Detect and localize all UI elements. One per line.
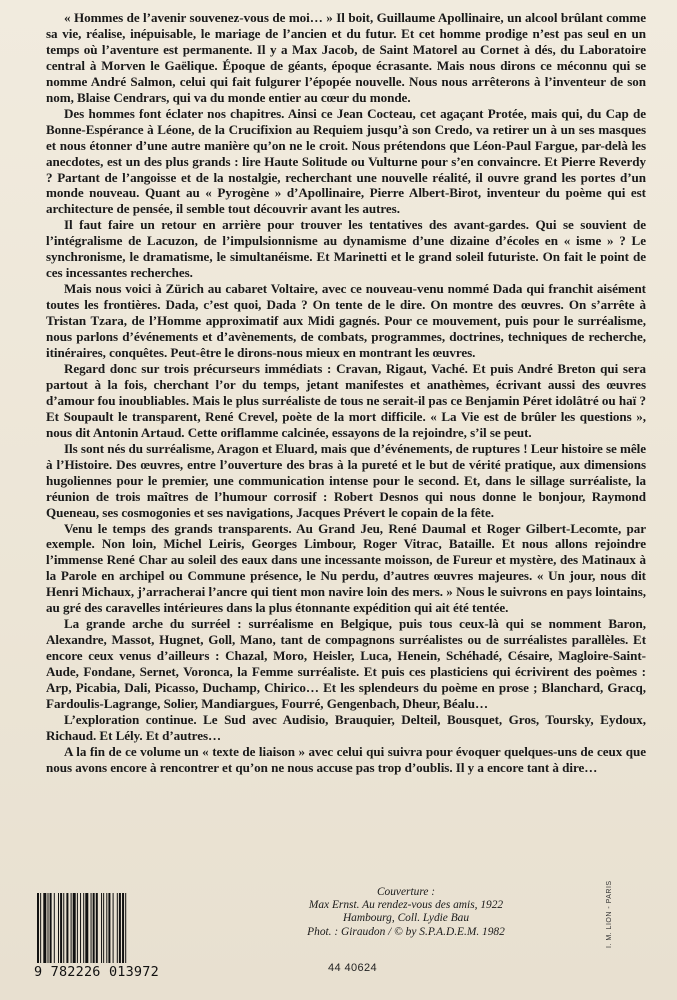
paragraph-1: « Hommes de l’avenir souvenez-vous de moi… » Il boit, Guillaume Apollinaire, un alcool brûlant comme sa vie, réalise, inépuisable, le mariage de l’ancien et du futur. Et cet homme prodige n’est pas seul en un temps où l’aventure est permanente. Il y a Max Jacob, de Saint Matorel au Cornet à dés, du Laboratoire central à Morven le Gaëlique. Époque de géants, époque écrasante. Mais nous dirons ce méconnu qui se nomme André Salmon, celui qui fait fulgurer l’épopée nouvelle. Nous nous arrêterons à l’inventeur de son nom, Blaise Cendrars, qui va du monde entier au cœur du monde.	[46, 10, 646, 105]
paragraph-8: La grande arche du surréel : surréalisme en Belgique, puis tous ceux-là qui se nomment Baron, Alexandre, Massot, Hugnet, Goll, Mano, tant de compagnons surréalistes ou de surréalistes parallèles. Et encore ceux venus d’ailleurs : Chazal, Moro, Heisler, Luca, Henein, Schéhadé, Césaire, Magloire-Saint-Aude, Fondane, Sernet, Voronca, la Femme surréaliste. Et puis ces plasticiens qui écrivirent des poèmes : Arp, Picabia, Dali, Picasso, Duchamp, Chirico… Et les splendeurs du poème en prose ; Blanchard, Gracq, Fardoulis-Lagrange, Solier, Mandiargues, Fourré, Gengenbach, Dheur, Béalu…	[46, 616, 646, 711]
cover-credit-heading: Couverture :	[376, 886, 436, 898]
paragraph-3: Il faut faire un retour en arrière pour trouver les tentatives des avant-gardes. Qui se souvient de l’intégralisme de Lacuzon, de l’impulsionnisme au dynamisme d’une dizaine d’écoles en « isme » ? Le synchronisme, le dramatisme, le simultanéisme. Et Marinetti et le grand soleil futuriste. On fait le point de ces incessantes recherches.	[46, 217, 646, 281]
cover-credit	[236, 886, 576, 939]
paragraph-6: Ils sont nés du surréalisme, Aragon et Eluard, mais que d’événements, de ruptures ! Leur histoire se mêle à l’Histoire. Des œuvres, entre l’ouverture des bras à la pureté et le but de vérité pratique, aux dimensions hugoliennes pour le premier, une communication intense pour le second. Et, dans le sillage surréaliste, la réunion de trois maîtres de l’humour corrosif : Robert Desnos qui nous donne le bonjour, Raymond Queneau, ses cosmogonies et ses navigations, Jacques Prévert le copain de la fête.	[46, 440, 646, 520]
printer-mark: I. M. LION - PARIS	[606, 880, 613, 948]
barcode-icon	[35, 893, 163, 963]
paragraph-2: Des hommes font éclater nos chapitres. Ainsi ce Jean Cocteau, cet agaçant Protée, mais qui, du Cap de Bonne-Espérance à Léone, de la Crucifixion au Requiem jusqu’à son Credo, va retirer un à un ses masques et nous étonner d’une autre manière qu’on ne le croit. Nous prétendons que Léon-Paul Fargue, par-delà les anecdotes, est un des plus grands : lire Haute Solitude ou Vulturne pour s’en convaincre. Et Pierre Reverdy ? Partant de l’angoisse et de la nostalgie, recherchant une nouvelle réalité, il ouvre grand les portes d’un monde nouveau. Quant au « Pyrogène » d’Apollinaire, Pierre Albert-Birot, inventeur du poème qui est architecture de pensée, il semble tout découvrir avant les autres.	[46, 105, 646, 217]
cover-credit-line-3: Phot. : Giraudon / © by S.P.A.D.E.M. 1982	[307, 925, 505, 938]
cover-credit-line-1: Max Ernst. Au rendez-vous des amis, 1922	[308, 899, 504, 912]
blurb-text	[46, 10, 646, 776]
paragraph-5: Regard donc sur trois précurseurs immédiats : Cravan, Rigaut, Vaché. Et puis André Breton qui sera partout à la fois, cherchant l’or du temps, jetant manifestes et anathèmes, écrivant aussi des œuvres d’amour fou inoubliables. Mais le plus surréaliste de tous ne serait-il pas ce Benjamin Péret idolâtré ou haï ? Et Soupault le transparent, René Crevel, poète de la mort difficile. « La Vie est de brûler les questions », nous dit Antonin Artaud. Cette oriflamme calcinée, essayons de la rejoindre, s’il se peut.	[46, 360, 646, 440]
paragraph-4: Mais nous voici à Zürich au cabaret Voltaire, avec ce nouveau-venu nommé Dada qui franchit aisément toutes les frontières. Dada, c’est quoi, Dada ? On tente de le dire. On montre des œuvres. On s’arrête à Tristan Tzara, de l’Homme approximatif aux Midi gagnés. Pour ce mouvement, puis pour le surréalisme, nous parlons d’événements et d’avènements, de combats, programmes, doctrines, techniques de recherche, itinéraires, conquêtes. Peut-être le dirons-nous mieux en montrant les œuvres.	[46, 281, 646, 361]
paragraph-9: L’exploration continue. Le Sud avec Audisio, Brauquier, Delteil, Bousquet, Gros, Toursky, Eydoux, Richaud. Et Lély. Et d’autres…	[46, 711, 646, 743]
isbn-barcode-digits: 9 782226 013972	[34, 964, 159, 980]
paragraph-10: A la fin de ce volume un « texte de liaison » avec celui qui suivra pour évoquer quelques-uns de ceux que nous avons encore à rencontrer et qu’on ne nous accuse pas trop d’oublis. Il y a encore tant à dire…	[46, 743, 646, 775]
paragraph-7: Venu le temps des grands transparents. Au Grand Jeu, René Daumal et Roger Gilbert-Lecomte, par exemple. Non loin, Michel Leiris, Georges Limbour, Roger Vitrac, Bataille. Et nous allons rejoindre l’immense René Char au soleil des eaux dans une incessante moisson, de Fureur et mystère, des Matinaux à la Parole en archipel ou Commune présence, le Nu perdu, d’autres œuvres majeures. « Un jour, nous dit Henri Michaux, j’arracherai l’ancre qui tient mon navire loin des mers. » Nous le suivrons en pays lointains, au gré des caravelles intérieures dans la plus étonnante expédition qui ait été tentée.	[46, 520, 646, 616]
cover-credit-line-2: Hambourg, Coll. Lydie Bau	[342, 912, 470, 925]
reference-number: 44 40624	[328, 962, 378, 974]
